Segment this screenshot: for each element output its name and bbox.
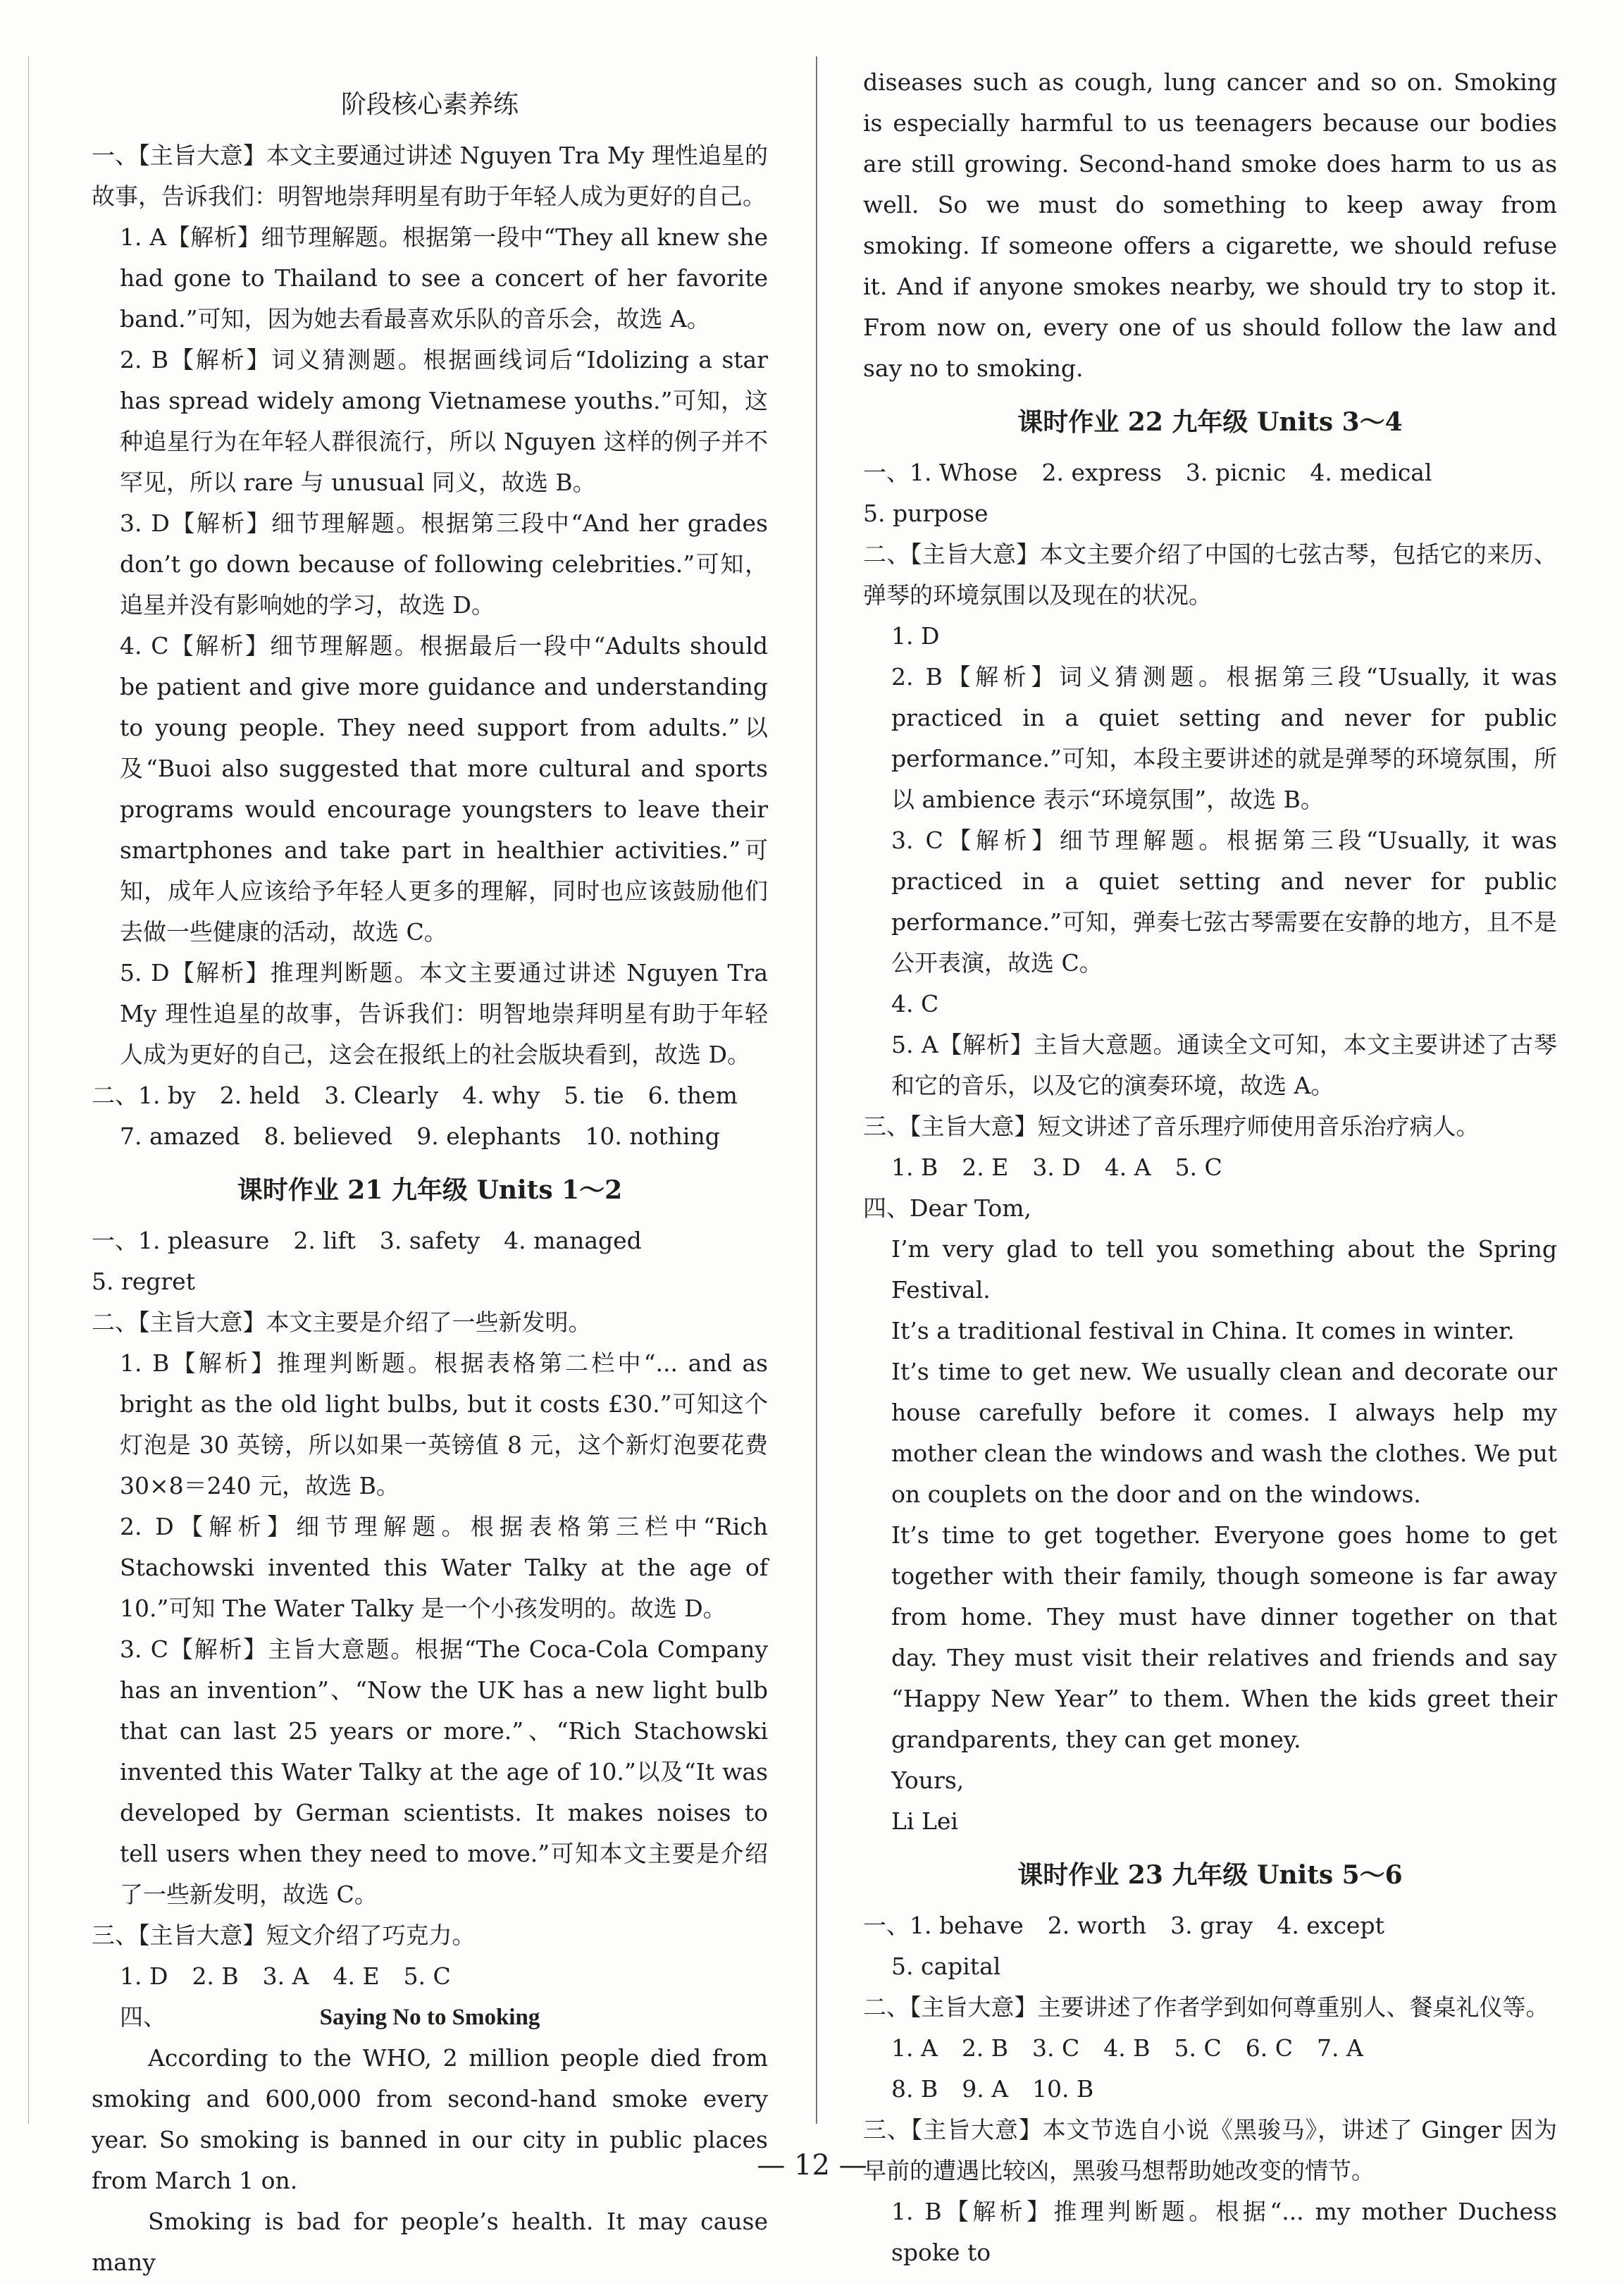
hw22-q2: 2. B【解析】词义猜测题。根据第三段“Usually, it was practiced in a quiet setting and never for public performance.”可知，本段主要讲述的就是弹琴的环境氛围，所以 ambience 表示“环境氛围”，故选 B。 [891,663,1557,813]
answer: 3. Clearly [324,1082,439,1109]
answer: 1. behave [910,1912,1024,1939]
column-divider [816,56,817,2124]
section-title-stage: 阶段核心素养练 [340,90,519,119]
answer: 9. elephants [416,1122,562,1150]
hw23-s1-answers [863,1905,1557,1946]
s1-heading: 一、【主旨大意】本文主要通过讲述 Nguyen Tra My 理性追星的故事，告诉我们：明智地崇拜明星有助于年轻人成为更好的自己。 [92,142,768,210]
essay-title: Saying No to Smoking [319,2005,540,2030]
answer: 2. E [962,1153,1009,1181]
hw21-q3: 3. C【解析】主旨大意题。根据“The Coca-Cola Company has an invention”、“Now the UK has a new light bulb that can last 25 years or more.”、“Rich Stachowski invented this Water Talky at the age of 10.”以及“It was developed by German scientists. It makes noises to tell users when they need to move.”可知本文主要是介绍了一些新发明，故选 C。 [120,1635,768,1908]
section-title-hw23: 课时作业 23 九年级 Units 5～6 [1017,1860,1403,1890]
page-number: — 12 — [757,2149,867,2182]
hw23-s2-answers-row2 [863,2069,1557,2110]
answer: 2. lift [293,1227,356,1254]
answer: 8. B [891,2075,938,2103]
s1-prefix: 一、 [863,459,910,486]
s1-q4: 4. C【解析】细节理解题。根据最后一段中“Adults should be patient and give more guidance and understanding to young people. They need support from adults.”以及“Buoi also suggested that more cultural and sports programs would encourage youngsters to leave their smartphones and take part in healthier activities.”可知，成年人应该给予年轻人更多的理解，同时也应该鼓励他们去做一些健康的活动，故选 C。 [120,632,768,946]
answer: 3. D [1032,1153,1081,1181]
hw22-s2-heading: 二、【主旨大意】本文主要介绍了中国的七弦古琴，包括它的来历、弹琴的环境氛围以及现在的状况。 [863,540,1557,609]
hw23-s2-answers-row1 [863,2028,1557,2069]
letter-paragraph-4: It’s time to get together. Everyone goes home to get together with their family, though someone is far away from home. They must have dinner together on that day. They must visit their relatives and friends and say “Happy New Year” to them. When the kids greet their grandparents, they can get money. [891,1521,1557,1753]
hw22-s3-heading: 三、【主旨大意】短文讲述了音乐理疗师使用音乐治疗病人。 [863,1113,1480,1140]
s2-answers-row1 [92,1075,768,1116]
section-title-hw22: 课时作业 22 九年级 Units 3～4 [1017,407,1403,437]
s2-prefix: 二、 [92,1082,138,1109]
hw21-s2-heading: 二、【主旨大意】本文主要是介绍了一些新发明。 [92,1308,592,1336]
left-column [92,56,768,2283]
answer: 4. A [1104,1153,1151,1181]
answer: 4. why [462,1082,540,1109]
hw23-s1-answer-5: 5. capital [891,1953,1001,1980]
hw23-s2-heading: 二、【主旨大意】主要讲述了作者学到如何尊重别人、餐桌礼仪等。 [863,1993,1549,2021]
hw21-s3-heading: 三、【主旨大意】短文介绍了巧克力。 [92,1922,476,1949]
answer: 1. Whose [910,459,1018,486]
hw22-q5: 5. A【解析】主旨大意题。通读全文可知，本文主要讲述了古琴和它的音乐，以及它的演奏环境，故选 A。 [891,1031,1557,1099]
answer: 7. A [1316,2034,1363,2062]
section-title-hw21: 课时作业 21 九年级 Units 1～2 [237,1175,623,1205]
hw21-q2: 2. D【解析】细节理解题。根据表格第三栏中“Rich Stachowski invented this Water Talky at the age of 10.”可知 The Water Talky 是一个小孩发明的。故选 D。 [120,1513,768,1622]
hw23-s3-heading: 三、【主旨大意】本文节选自小说《黑骏马》，讲述了 Ginger 因为早前的遭遇比较凶，黑骏马想帮助她改变的情节。 [863,2116,1557,2184]
outer-margin-rule [28,56,29,2124]
letter-signature: Li Lei [891,1807,958,1835]
letter-line-1: I’m very glad to tell you something about the Spring Festival. [891,1235,1557,1304]
letter-line-2: It’s a traditional festival in China. It comes in winter. [891,1317,1515,1344]
answer: 1. D [120,1962,168,1990]
answer: 4. managed [504,1227,642,1254]
answer: 10. B [1032,2075,1094,2103]
answer: 3. C [1032,2034,1080,2062]
answer: 3. A [262,1962,309,1990]
answer: 7. amazed [120,1122,240,1150]
answer: 5. C [1174,1153,1222,1181]
answer: 5. regret [92,1268,195,1295]
s1-prefix: 一、 [863,1912,910,1939]
letter-salutation: 四、Dear Tom, [863,1194,1032,1222]
essay-paragraph-1: According to the WHO, 2 million people died from smoking and 600,000 from second-hand smoke every year. So smoking is banned in our city in public places from March 1 on. [92,2044,768,2194]
answer: 2. B [961,2034,1009,2062]
answer: 5. C [1174,2034,1222,2062]
answer: 4. B [1103,2034,1151,2062]
essay-continuation: diseases such as cough, lung cancer and so on. Smoking is especially harmful to us teenagers because our bodies are still growing. Second-hand smoke does harm to us as well. So we must do something to keep away from smoking. If someone offers a cigarette, we should refuse it. And if anyone smokes nearby, we should try to stop it. From now on, every one of us should follow the law and say no to smoking. [863,68,1557,382]
hw22-q4: 4. C [891,990,939,1017]
hw22-q3: 3. C【解析】细节理解题。根据第三段“Usually, it was practiced in a quiet setting and never for public performance.”可知，弹奏七弦古琴需要在安静的地方，且不是公开表演，故选 C。 [891,827,1557,977]
answer: 4. E [333,1962,380,1990]
s1-q1: 1. A【解析】细节理解题。根据第一段中“They all knew she had gone to Thailand to see a concert of her favorite band.”可知，因为她去看最喜欢乐队的音乐会，故选 A。 [120,223,768,333]
answer: 2. held [219,1082,301,1109]
s1-q2: 2. B【解析】词义猜测题。根据画线词后“Idolizing a star has spread widely among Vietnamese youths.”可知，这种追星行为在年轻人群很流行，所以 Nguyen 这样的例子并不罕见，所以 rare 与 unusual 同义，故选 B。 [120,346,768,496]
essay-paragraph-2-start: Smoking is bad for people’s health. It may cause many [92,2208,768,2276]
answer: 6. C [1245,2034,1293,2062]
hw22-s3-answers [863,1147,1557,1188]
essay-title-row [92,1997,768,2038]
answer: 1. by [138,1082,196,1109]
answer: 8. believed [264,1122,393,1150]
answer: 1. A [891,2034,938,2062]
s1-prefix: 一、 [92,1227,138,1254]
hw21-s3-answers [92,1956,768,1997]
answer: 2. worth [1047,1912,1147,1939]
hw23-q1: 1. B【解析】推理判断题。根据“... my mother Duchess spoke to [891,2198,1557,2266]
answer: 3. gray [1170,1912,1253,1939]
s1-q5: 5. D【解析】推理判断题。本文主要通过讲述 Nguyen Tra My 理性追星的故事，告诉我们：明智地崇拜明星有助于年轻人成为更好的自己，这会在报纸上的社会版块看到，故选 D。 [120,959,768,1068]
answer: 5. purpose [863,500,988,527]
answer: 2. express [1041,459,1162,486]
answer: 3. safety [379,1227,481,1254]
s4-prefix: 四、 [120,2003,166,2031]
hw21-q1: 1. B【解析】推理判断题。根据表格第二栏中“... and as bright as the old light bulbs, but it costs £30.”可知这个灯泡是 30 英镑，所以如果一英镑值 8 元，这个新灯泡要花费 30×8＝240 元，故选 B。 [120,1349,768,1499]
s1-q3: 3. D【解析】细节理解题。根据第三段中“And her grades don’t go down because of following celebrities.”可知，追星并没有影响她的学习，故选 D。 [120,509,768,619]
answer: 5. tie [564,1082,624,1109]
answer: 10. nothing [585,1122,720,1150]
answer: 6. them [647,1082,738,1109]
s2-answers-row2 [92,1116,768,1157]
right-column [863,62,1557,2273]
answer: 3. picnic [1185,459,1287,486]
answer: 1. pleasure [138,1227,270,1254]
answer: 2. B [192,1962,239,1990]
answer: 4. medical [1310,459,1432,486]
answer: 4. except [1277,1912,1384,1939]
answer: 1. B [891,1153,938,1181]
hw22-q1: 1. D [891,622,940,650]
letter-closing: Yours, [891,1767,965,1794]
answer: 9. A [962,2075,1009,2103]
hw22-s1-answers [863,452,1557,534]
hw21-s1-answers [92,1220,768,1302]
letter-paragraph-3: It’s time to get new. We usually clean and decorate our house carefully before it comes. I always help my mother clean the windows and wash the clothes. We put on couplets on the door and on the windows. [891,1358,1557,1508]
answer: 5. C [403,1962,451,1990]
